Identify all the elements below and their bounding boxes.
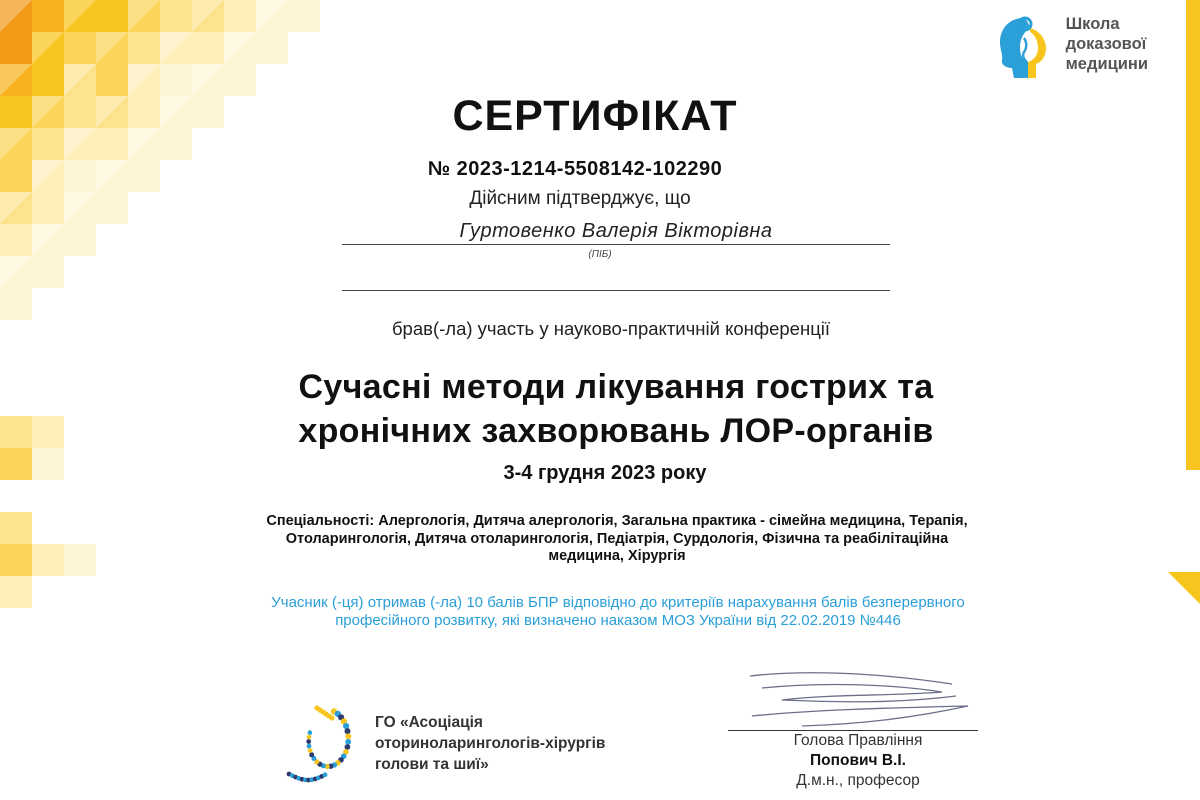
signatory-degree: Д.м.н., професор xyxy=(796,772,920,789)
signatory-name: Попович В.І. xyxy=(810,752,906,769)
mosaic-shade xyxy=(32,32,64,64)
mosaic-tile xyxy=(0,256,32,288)
specialties-line: Спеціальності: Алергологія, Дитяча алергологія, Загальна практика - сімейна медицина, Терапія, xyxy=(266,513,968,529)
logo-dot xyxy=(308,730,313,735)
mosaic-tile xyxy=(96,32,128,64)
two-faces-icon xyxy=(994,10,1056,82)
mosaic-tile xyxy=(64,0,96,32)
logo-dot xyxy=(345,744,351,750)
name-caption: (ПІБ) xyxy=(588,249,612,260)
logo-dot xyxy=(308,748,313,753)
mosaic-tile xyxy=(96,0,128,32)
cpd-text-line: професійного розвитку, які визначено наказом МОЗ України від 22.02.2019 №446 xyxy=(335,612,901,629)
conference-title-line: Сучасні методи лікування гострих та xyxy=(298,368,934,406)
mosaic-tile xyxy=(64,224,96,256)
logo-dot xyxy=(309,752,314,757)
logo-dot xyxy=(307,744,312,749)
logo-dot xyxy=(345,739,351,745)
name-underline xyxy=(342,244,890,245)
mosaic-shade xyxy=(128,0,160,32)
mosaic-tile xyxy=(256,32,288,64)
mosaic-shade xyxy=(32,224,64,256)
yellow-corner-bottom-right xyxy=(1168,572,1200,604)
mosaic-shade xyxy=(64,0,96,32)
handwritten-signature xyxy=(742,666,972,736)
conference-dates: 3-4 грудня 2023 року xyxy=(503,462,707,484)
mosaic-shade xyxy=(0,0,32,32)
mosaic-tile xyxy=(128,32,160,64)
specialties xyxy=(160,513,1074,566)
mosaic-tile xyxy=(32,544,64,576)
mosaic-tile xyxy=(160,0,192,32)
logo-dot xyxy=(307,735,312,740)
logo-dot xyxy=(343,723,349,729)
mosaic-shade xyxy=(160,32,192,64)
mosaic-tile xyxy=(256,0,288,32)
confirm-text: Дійсним підтверджує, що xyxy=(469,188,691,209)
mosaic-shade xyxy=(256,0,288,32)
mosaic-tile xyxy=(32,224,64,256)
signatory-block xyxy=(738,731,978,791)
mosaic-shade xyxy=(224,32,256,64)
logo-dot xyxy=(329,715,334,720)
signatory-position: Голова Правління xyxy=(793,732,923,749)
organizer-name xyxy=(375,712,605,775)
mosaic-tile xyxy=(160,32,192,64)
mosaic-tile xyxy=(0,32,32,64)
organizer-name-line: ГО «Асоціація xyxy=(375,713,483,731)
logo-text-line: медицини xyxy=(1065,55,1148,73)
mosaic-tile xyxy=(224,32,256,64)
cpd-text-line: Учасник (-ця) отримав (-ла) 10 балів БПР відповідно до критеріїв нарахування балів безперервного xyxy=(271,594,965,611)
cpd-points-text xyxy=(150,594,1086,630)
organizer-block xyxy=(283,700,605,786)
conference-title xyxy=(0,365,1200,453)
certificate-title: СЕРТИФІКАТ xyxy=(452,92,738,140)
logo-dot xyxy=(306,739,311,744)
mosaic-tile xyxy=(0,288,32,320)
mosaic-tile xyxy=(32,0,64,32)
school-logo-text xyxy=(1066,10,1148,74)
logo-text-line: доказової xyxy=(1065,35,1147,53)
logo-dot xyxy=(323,772,328,777)
organizer-name-line: оториноларингологів-хірургів xyxy=(375,734,606,752)
mosaic-tile xyxy=(0,544,32,576)
mosaic-tile xyxy=(192,32,224,64)
logo-dot xyxy=(345,728,351,734)
mosaic-tile xyxy=(0,0,32,32)
mosaic-tile xyxy=(224,0,256,32)
certificate-number: № 2023-1214-5508142-102290 xyxy=(427,158,723,180)
blank-line xyxy=(342,290,890,291)
mosaic-tile xyxy=(0,576,32,608)
mosaic-tile xyxy=(192,0,224,32)
mosaic-tile xyxy=(32,256,64,288)
participation-text: брав(-ла) участь у науково-практичній конференції xyxy=(391,318,831,339)
logo-text-line: Школа xyxy=(1065,15,1120,33)
mosaic-tile xyxy=(128,0,160,32)
specialties-line: Отоларингологія, Дитяча отоларингологія, Педіатрія, Сурдологія, Фізична та реабілітаційна xyxy=(285,530,949,547)
mosaic-tile xyxy=(288,0,320,32)
recipient-name: Гуртовенко Валерія Вікторівна xyxy=(459,220,773,242)
conference-title-line: хронічних захворювань ЛОР-органів xyxy=(298,412,934,450)
mosaic-shade xyxy=(192,0,224,32)
mosaic-tile xyxy=(32,32,64,64)
mosaic-shade xyxy=(0,256,32,288)
specialties-line: медицина, Хірургія xyxy=(548,548,686,564)
mosaic-tile xyxy=(0,224,32,256)
mosaic-tile xyxy=(0,512,32,544)
school-logo xyxy=(994,10,1148,82)
mosaic-tile xyxy=(64,32,96,64)
mosaic-tile xyxy=(64,544,96,576)
logo-dot xyxy=(345,733,351,739)
mosaic-shade xyxy=(96,32,128,64)
organizer-name-line: голови та шиї» xyxy=(375,755,489,773)
dotted-ear-logo-icon xyxy=(283,700,361,786)
